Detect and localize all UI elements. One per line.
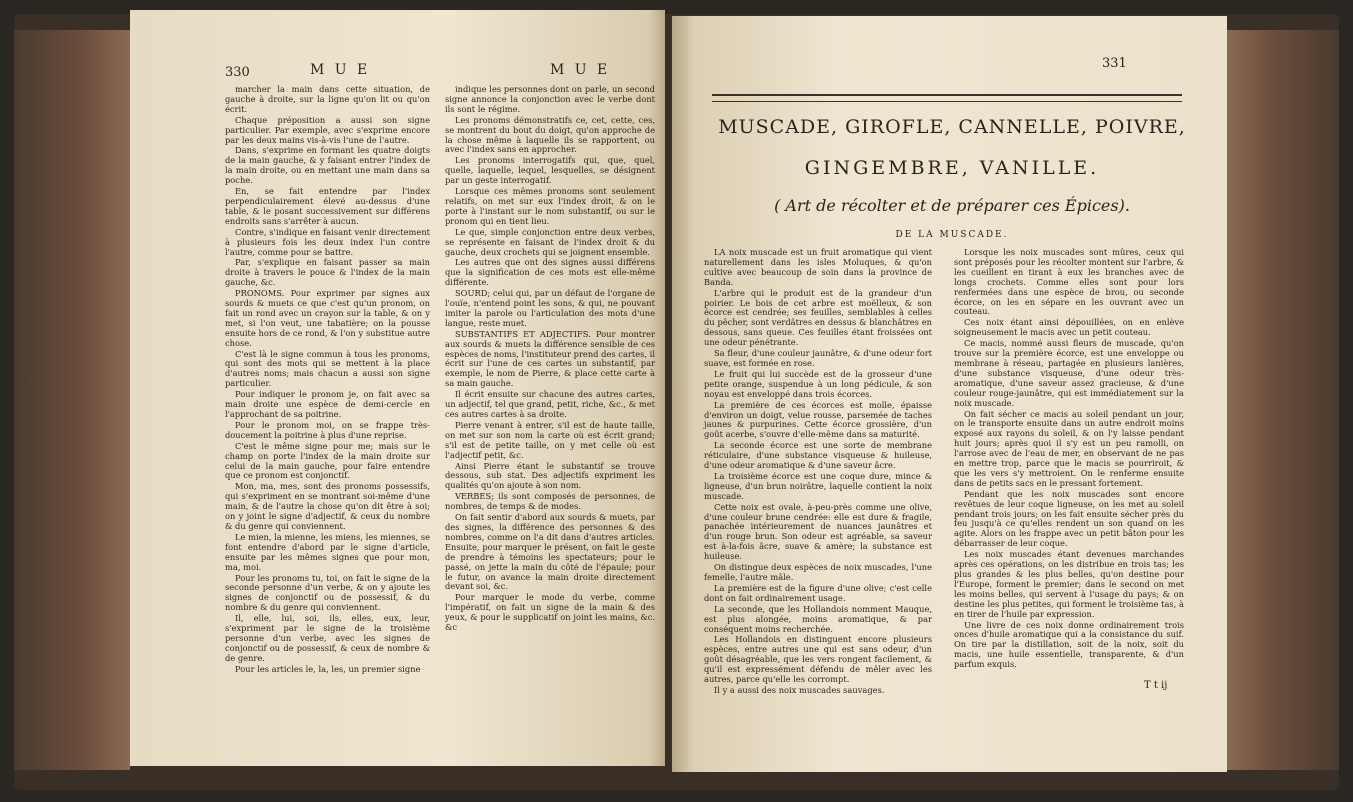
paragraph: Pour les pronoms tu, toi, on fait le signe de la seconde personne d'un verbe, & on y ajoute les signes de conjonctif ou de possessif, & du nombre & du genre qui conviennent.: [225, 572, 430, 613]
paragraph: Ainsi Pierre étant le substantif se trouve dessous, sub stat. Des adjectifs expriment les qualités qu'on ajoute à son nom.: [445, 460, 655, 491]
paragraph: Chaque préposition a aussi son signe particulier. Par exemple, avec s'exprime encore par les deux mains vis-à-vis l'une de l'autre.: [225, 114, 430, 145]
paragraph: On fait sentir d'abord aux sourds & muets, par des signes, la différence des personnes & des nombres, comme on l'a dit dans d'autres articles. Ensuite, pour marquer le présent, on fait le geste de prendre à témoins les spectateurs; pour le passé, on jette la main du côté de l'épaule; pour le futur, on avance la main droite directement devant soi, &c.: [445, 512, 655, 592]
paragraph: Les pronoms interrogatifs qui, que, quel, quelle, laquelle, lequel, lesquelles, se désignent par un geste interrogatif.: [445, 155, 655, 186]
paragraph: Pour les articles le, la, les, un premier signe: [235, 663, 421, 674]
left-page-stack: [14, 30, 130, 770]
paragraph: La seconde écorce est une sorte de membrane réticulaire, d'une substance visqueuse & huileuse, d'une odeur aromatique & d'une saveur âcre.: [704, 440, 932, 471]
paragraph: SOURD; celui qui, par un défaut de l'organe de l'ouïe, n'entend point les sons, & qui, ne pouvant imiter la parole ou l'articulation des mots d'une langue, reste muet.: [445, 288, 655, 328]
paragraph: Les pronoms démonstratifs ce, cet, cette, ces, se montrent du bout du doigt, qu'on approche de la chose même à laquelle ils se rapportent, ou avec l'index sans en approcher.: [445, 114, 655, 155]
paragraph: Pierre venant à entrer, s'il est de haute taille, on met sur son nom la carte où est écrit grand; s'il est de petite taille, on y met celle où est l'adjectif petit, &c.: [445, 419, 655, 460]
paragraph: Pendant que les noix muscades sont encore revêtues de leur coque ligneuse, on les met au soleil pendant trois jours; on les fait ensuite sécher près du feu jusqu'à ce qu'elles rendent un son quand on les agite. Alors on les frappe avec un petit bâton pour les débarrasser de leur coque.: [954, 488, 1184, 549]
paragraph: La première de ces écorces est molle, épaisse d'environ un doigt, velue rousse, parsemée de taches jaunes & purpurines. Cette écorce grossière, d'un goût acerbe, s'ouvre d'elle-même dans sa maturité.: [704, 399, 932, 440]
paragraph: Une livre de ces noix donne ordinairement trois onces d'huile aromatique qui a la consistance du suif. On tire par la distillation, soit de la noix, soit du macis, une huile essentielle, transparente, & d'un parfum exquis.: [954, 619, 1184, 670]
paragraph: Ces noix étant ainsi dépouillées, on en enlève soigneusement le macis avec un petit couteau.: [954, 317, 1184, 338]
signature-mark: T t ij: [1144, 680, 1168, 691]
right-page: [672, 16, 1227, 772]
paragraph: C'est le même signe pour me; mais sur le champ on porte l'index de la main droite sur celui de la main gauche, pour faire entendre que ce pronom est conjonctif.: [225, 440, 430, 481]
paragraph: La première est de la figure d'une olive; c'est celle dont on fait ordinairement usage.: [704, 582, 932, 603]
paragraph: Les noix muscades étant devenues marchandes après ces opérations, on les distribue en trois tas; les plus grandes & les plus belles, qu'on destine pour l'Europe, forment le premier; dans le second on met les moins belles, qui servent à l'usage du pays; & on destine les plus petites, qui forment le troisième tas, à en tirer de l'huile par expression.: [954, 549, 1184, 619]
paragraph: Mon, ma, mes, sont des pronoms possessifs, qui s'expriment en se montrant soi-même d'une main, & de l'autre la chose qu'on dit être à soi; on y joint le signe d'adjectif, & ceux du nombre & du genre qui conviennent.: [225, 481, 430, 531]
paragraph: La seconde, que les Hollandois nomment Mauque, est plus alongée, moins aromatique, & par conséquent moins recherchée.: [704, 603, 932, 634]
left-page: [130, 10, 665, 766]
right-page-number: 331: [1102, 56, 1127, 71]
paragraph: Il, elle, lui, soi, ils, elles, eux, leur, s'expriment par le signe de la troisième personne d'un verbe, avec les signes de conjonctif ou de possessif, & ceux de nombre & de genre.: [225, 613, 430, 663]
paragraph: Le que, simple conjonction entre deux verbes, se représente en faisant de l'index droit & du gauche, deux crochets qui se joignent ensemble.: [445, 226, 655, 257]
section-heading: DE LA MUSCADE.: [895, 230, 1009, 240]
paragraph: Cette noix est ovale, à-peu-près comme une olive, d'une couleur brune cendrée: elle est dure & fragile, panachée intérieurement de nuances jaunâtres et d'un rouge brun. Son odeur est agréable, sa saveur est à-la-fois âcre, suave & amère; la substance est huileuse.: [704, 501, 932, 562]
paragraph: On fait sécher ce macis au soleil pendant un jour, on le transporte ensuite dans un autre endroit moins exposé aux rayons du soleil, & on l'y laisse pendant huit jours; après quoi il s'y est un peu ramolli, on l'arrose avec de l'eau de mer, en observant de ne pas en mettre trop, parce que le macis se pourriroit, & que les vers s'y mettroient. On le renferme ensuite dans de petits sacs en le pressant fortement.: [954, 408, 1184, 488]
paragraph: SUBSTANTIFS ET ADJECTIFS. Pour montrer aux sourds & muets la différence sensible de ces espèces de noms, l'instituteur prend des cartes, il écrit sur l'une de ces cartes un substantif, par exemple, le nom de Pierre, & place cette carte à sa main gauche.: [445, 328, 655, 389]
header-rule: [712, 94, 1182, 102]
left-running-head-left: M U E: [310, 62, 371, 78]
paragraph: C'est là le signe commun à tous les pronoms, qui sont des mots qui se mettent à la place d'autres noms; mais chacun a aussi son signe particulier.: [225, 348, 430, 389]
left-column-1: [225, 85, 430, 676]
paragraph: Lorsque ces mêmes pronoms sont seulement relatifs, on met sur eux l'index droit, & on le porte à l'instant sur le nom substantif, ou sur le pronom qui en tient lieu.: [445, 186, 655, 226]
paragraph: Pour le pronom moi, on se frappe très-doucement la poitrine à plus d'une reprise.: [225, 419, 430, 440]
paragraph: PRONOMS. Pour exprimer par signes aux sourds & muets ce que c'est qu'un pronom, on fait un rond avec un crayon sur la table, & on y met, si l'on veut, une tabatière; on la pousse ensuite hors de ce rond, & l'on y substitue autre chose.: [225, 288, 430, 348]
paragraph: Ce macis, nommé aussi fleurs de muscade, qu'on trouve sur la première écorce, est une enveloppe ou membrane à réseau, partagée en plusieurs lanières, d'une substance visqueuse, d'une odeur très-aromatique, d'une saveur assez gracieuse, & d'une couleur rouge-jaunâtre, qui est immédiatement sur la noix muscade.: [954, 338, 1184, 408]
chapter-title-line-2: GINGEMBRE, VANILLE.: [804, 157, 1100, 179]
paragraph: Pour indiquer le pronom je, on fait avec sa main droite une espèce de demi-cercle en l'approchant de sa poitrine.: [225, 389, 430, 419]
paragraph: marcher la main dans cette situation, de gauche à droite, sur la ligne qu'on lit ou qu'on écrit.: [225, 84, 430, 114]
paragraph: Il y a aussi des noix muscades sauvages.: [714, 684, 885, 695]
left-page-number: 330: [225, 65, 250, 80]
right-page-stack: [1227, 30, 1339, 770]
left-column-2: [445, 85, 655, 634]
paragraph: VERBES; ils sont composés de personnes, de nombres, de temps & de modes.: [445, 491, 655, 512]
paragraph: Sa fleur, d'une couleur jaunâtre, & d'une odeur fort suave, est formée en rose.: [704, 348, 932, 368]
paragraph: Le fruit qui lui succède est de la grosseur d'une petite orange, suspendue à un long pédicule, & son noyau est enveloppé dans trois écorces.: [704, 368, 932, 399]
paragraph: En, se fait entendre par l'index perpendiculairement élevé au-dessus d'une table, & le posant successivement sur différens endroits sans s'arrêter à aucun.: [225, 186, 430, 226]
right-column-2: [954, 248, 1184, 671]
chapter-subtitle: ( Art de récolter et de préparer ces Épices).: [774, 196, 1130, 215]
paragraph: Les autres que ont des signes aussi différens que la signification de ces mots est elle-même différente.: [445, 257, 655, 288]
paragraph: Contre, s'indique en faisant venir directement à plusieurs fois les deux index l'un contre l'autre, comme pour se battre.: [225, 226, 430, 257]
paragraph: Dans, s'exprime en formant les quatre doigts de la main gauche, & y faisant entrer l'index de la main droite, ou en mettant une main dans sa poche.: [225, 145, 430, 186]
right-column-1: [704, 248, 932, 697]
paragraph: Il écrit ensuite sur chacune des autres cartes, un adjectif, tel que grand, petit, riche, &c., & met ces autres cartes à sa droite.: [445, 389, 655, 419]
paragraph: indique les personnes dont on parle, un second signe annonce la conjonction avec le verbe dont ils sont le régime.: [445, 84, 655, 114]
paragraph: Lorsque les noix muscades sont mûres, ceux qui sont préposés pour les récolter montent sur l'arbre, & les cueillent en tirant à eux les branches avec de longs crochets. Comme elles sont pour lors renfermées dans une espèce de brou, ou seconde écorce, on les en sépare en les ouvrant avec un couteau.: [954, 247, 1184, 317]
paragraph: L'arbre qui le produit est de la grandeur d'un poirier. Le bois de cet arbre est moëlleux, & son écorce est cendrée; ses feuilles, semblables à celles du pêcher, sont verdâtres en dessus & blanchâtres en dessous, sans queue. Ces feuilles étant froissées ont une odeur pénétrante.: [704, 287, 932, 348]
paragraph: On distingue deux espèces de noix muscades, l'une femelle, l'autre mâle.: [704, 562, 932, 582]
paragraph: Pour marquer le mode du verbe, comme l'impératif, on fait un signe de la main & des yeux, & pour le supplicatif on joint les mains, &c. &c: [445, 592, 655, 633]
paragraph: La troisième écorce est une coque dure, mince & ligneuse, d'un brun noirâtre, laquelle contient la noix muscade.: [704, 470, 932, 501]
paragraph: Par, s'explique en faisant passer sa main droite à travers le pouce & l'index de la main gauche, &c.: [225, 257, 430, 288]
paragraph: LA noix muscade est un fruit aromatique qui vient naturellement dans les isles Moluques, & qu'on cultive avec beaucoup de soin dans la province de Banda.: [704, 247, 932, 287]
chapter-title-line-1: MUSCADE, GIROFLE, CANNELLE, POIVRE,: [718, 116, 1186, 138]
paragraph: Le mien, la mienne, les miens, les miennes, se font entendre d'abord par le signe d'article, ensuite par les mêmes signes que pour mon, ma, moi.: [225, 531, 430, 572]
paragraph: Les Hollandois en distinguent encore plusieurs espèces, entre autres une qui est sans odeur, d'un goût désagréable, que les vers rongent facilement, & qu'il est expressément défendu de mêler avec les autres, parce qu'elle les corrompt.: [704, 634, 932, 685]
left-running-head-right: M U E: [550, 62, 611, 78]
